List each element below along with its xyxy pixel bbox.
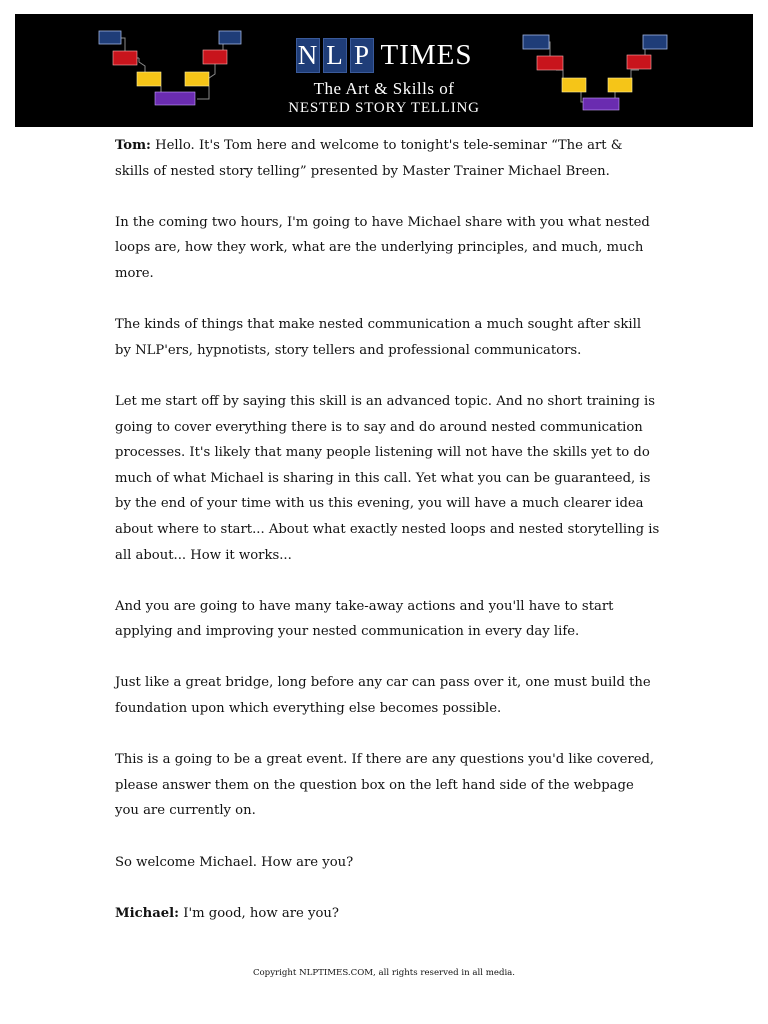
nlp-times-logo [247, 36, 521, 74]
paragraph-text: Hello. It's Tom here and welcome to tonight's tele-seminar “The art & skills of nested story telling” presented by Master Trainer Michael Breen. [115, 138, 623, 179]
paragraph-text: This is a going to be a great event. If there are any questions you'd like covered, please answer them on the question box on the left hand side of the webpage you are currently on. [115, 752, 655, 819]
logo-letter-l: L [323, 38, 347, 73]
paragraph-text: And you are going to have many take-away actions and you'll have to start applying and improving your nested communication in every day life. [115, 598, 614, 640]
left-boxes [99, 31, 241, 105]
logo-word: TIMES [380, 38, 473, 71]
paragraph [115, 670, 660, 721]
tagline-line-2: NESTED STORY TELLING [288, 100, 480, 116]
paragraph-text: The kinds of things that make nested communication a much sought after skill by NLP'ers, hypnotists, story tellers and professional communicators. [115, 317, 642, 358]
speaker-label: Tom: [115, 138, 151, 153]
logo-letter-p: P [350, 38, 374, 73]
paragraph-text: Let me start off by saying this skill is an advanced topic. And no short training is going to cover everything there is to say and do around nested communication processes. It's likely that many people listening will not have the skills yet to do much of what Michael is sharing in this call. Yet what you can be guaranteed, is by the end of your time with us this evening, you will have a much clearer idea about where to start... About what exactly nested loops and nested storytelling is all about... How it works... [115, 393, 660, 563]
logo-letter-n: N [296, 38, 320, 73]
paragraph [115, 312, 660, 363]
paragraph-text: I'm good, how are you? [179, 905, 339, 921]
paragraph-text: So welcome Michael. How are you? [115, 854, 354, 870]
brand-block [247, 36, 521, 117]
paragraph [115, 747, 660, 824]
paragraph [115, 901, 660, 927]
paragraph-text: In the coming two hours, I'm going to have Michael share with you what nested loops are, how they work, what are the underlying principles, and much, much more. [115, 214, 650, 281]
tagline-line-1: The Art & Skills of [313, 79, 455, 98]
right-loop-diagram [545, 42, 653, 102]
right-boxes [523, 35, 667, 110]
paragraph [115, 594, 660, 645]
paragraph-text: Just like a great bridge, long before any car can pass over it, one must build the foundation upon which everything else becomes possible. [115, 675, 651, 717]
paragraph [115, 133, 660, 184]
copyright-footer: Copyright NLPTIMES.COM, all rights reserved in all media. [252, 968, 516, 978]
transcript-body [115, 133, 660, 952]
header-banner [15, 14, 753, 127]
paragraph [115, 210, 660, 287]
paragraph [115, 850, 660, 876]
left-loop-diagram [110, 38, 231, 99]
paragraph [115, 389, 660, 568]
speaker-label: Michael: [115, 905, 180, 921]
